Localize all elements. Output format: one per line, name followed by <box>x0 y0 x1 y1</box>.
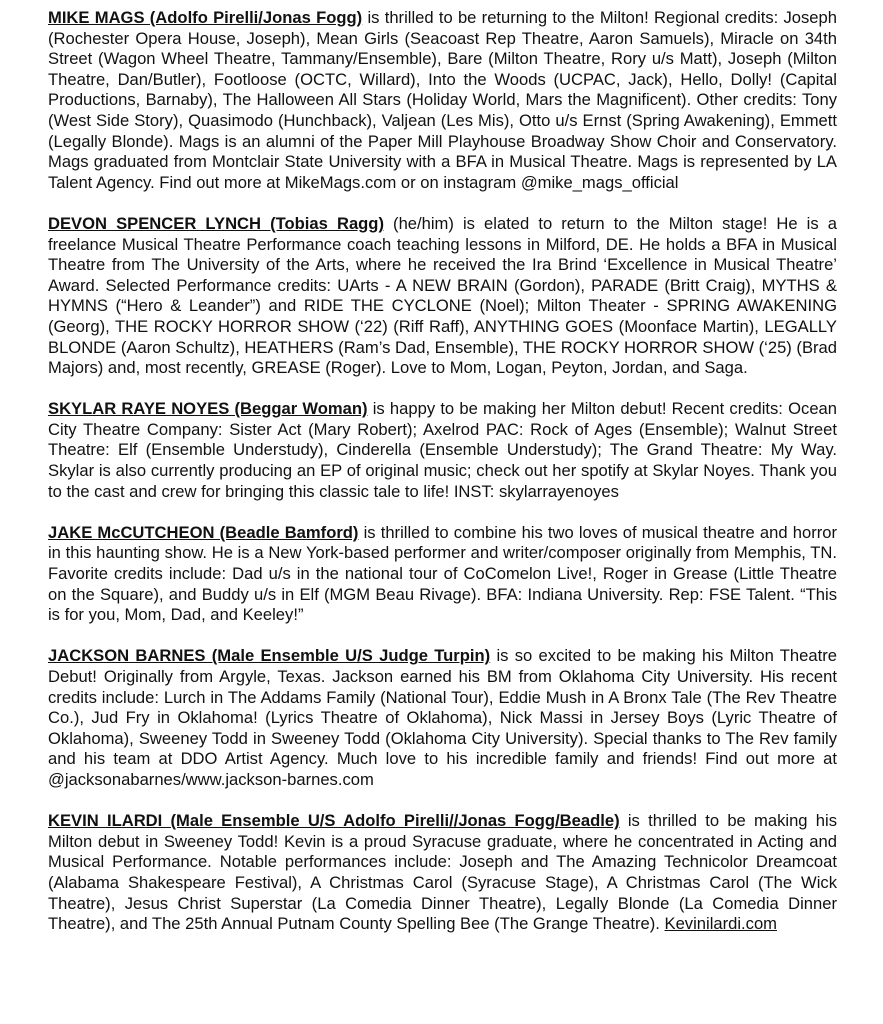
bio-mike-mags <box>48 8 837 193</box>
bio-text: is so excited to be making his Milton Theatre Debut! Originally from Argyle, Texas. Jackson earned his BM from Oklahoma City University. His recent credits include: Lurch in The Addams Family (National Tour), Eddie Mush in A Bronx Tale (The Rev Theatre Co.), Jud Fry in Oklahoma! (Lyrics Theatre of Oklahoma), Nick Massi in Jersey Boys (Lyric Theatre of Oklahoma), Sweeney Todd in Sweeney Todd (Oklahoma City University). Special thanks to The Rev family and his team at DDO Artist Agency. Much love to his incredible family and friends! Find out more at @jacksonabarnes/www.jackson-barnes.com <box>48 646 837 789</box>
bio-text: is thrilled to be returning to the Milton! Regional credits: Joseph (Rochester Opera House, Joseph), Mean Girls (Seacoast Rep Theatre, Aaron Samuels), Miracle on 34th Street (Wagon Wheel Theatre, Tammany/Ensemble), Bare (Milton Theatre, Rory u/s Matt), Joseph (Milton Theatre, Dan/Butler), Footloose (OCTC, Willard), Into the Woods (UCPAC, Jack), Hello, Dolly! (Capital Productions, Barnaby), The Halloween All Stars (Holiday World, Mars the Magnificent). Other credits: Tony (West Side Story), Quasimodo (Hunchback), Valjean (Les Mis), Otto u/s Ernst (Spring Awakening), Emmett (Legally Blonde). Mags is an alumni of the Paper Mill Playhouse Broadway Show Choir and Conservatory. Mags graduated from Montclair State University with a BFA in Musical Theatre. Mags is represented by LA Talent Agency. Find out more at MikeMags.com or on instagram @mike_mags_official <box>48 8 837 192</box>
bio-heading: KEVIN ILARDI (Male Ensemble U/S Adolfo Pirelli//Jonas Fogg/Beadle) <box>48 811 620 831</box>
bio-kevin-ilardi <box>48 811 837 935</box>
bio-jackson-barnes <box>48 646 837 790</box>
bio-jake-mccutcheon <box>48 523 837 626</box>
bio-devon-spencer-lynch <box>48 214 837 379</box>
bio-heading: DEVON SPENCER LYNCH (Tobias Ragg) <box>48 213 384 233</box>
bio-text: is thrilled to be making his Milton debut in Sweeney Todd! Kevin is a proud Syracuse graduate, where he concentrated in Acting and Musical Performance. Notable performances include: Joseph and The Amazing Technicolor Dreamcoat (Alabama Shakespeare Festival), A Christmas Carol (Syracuse Stage), A Christmas Carol (The Wick Theatre), Jesus Christ Superstar (La Comedia Dinner Theatre), Legally Blonde (La Comedia Dinner Theatre), and The 25th Annual Putnam County Spelling Bee (The Grange Theatre). <box>48 811 837 934</box>
bio-heading: MIKE MAGS (Adolfo Pirelli/Jonas Fogg) <box>48 8 363 27</box>
bio-heading: SKYLAR RAYE NOYES (Beggar Woman) <box>48 399 368 419</box>
bio-text: is thrilled to combine his two loves of musical theatre and horror in this haunting show. He is a New York-based performer and writer/composer originally from Memphis, TN. Favorite credits include: Dad u/s in the national tour of CoComelon Live!, Roger in Grease (Little Theatre on the Square), and Buddy u/s in Elf (MGM Beau Rivage). BFA: Indiana University. Rep: FSE Talent. “This is for you, Mom, Dad, and Keeley!” <box>48 522 837 625</box>
bio-heading: JACKSON BARNES (Male Ensemble U/S Judge Turpin) <box>48 646 491 666</box>
bio-text: (he/him) is elated to return to the Milton stage! He is a freelance Musical Theatre Performance coach teaching lessons in Milford, DE. He holds a BFA in Musical Theatre from The University of the Arts, where he received the Ira Brind ‘Excellence in Musical Theatre’ Award. Selected Performance credits: UArts - A NEW BRAIN (Gordon), PARADE (Britt Craig), MYTHS & HYMNS (“Hero & Leander”) and RIDE THE CYCLONE (Noel); Milton Theater - SPRING AWAKENING (Georg), THE ROCKY HORROR SHOW (‘22) (Riff Raff), ANYTHING GOES (Moonface Martin), LEGALLY BLONDE (Aaron Schultz), HEATHERS (Ram’s Dad, Ensemble), THE ROCKY HORROR SHOW (‘25) (Brad Majors) and, most recently, GREASE (Roger). Love to Mom, Logan, Peyton, Jordan, and Saga. <box>48 213 838 378</box>
bio-skylar-raye-noyes <box>48 399 837 502</box>
bios-document <box>48 8 837 935</box>
bio-heading: JAKE McCUTCHEON (Beadle Bamford) <box>48 522 359 542</box>
bio-text: is happy to be making her Milton debut! Recent credits: Ocean City Theatre Company: Sister Act (Mary Robert); Axelrod PAC: Rock of Ages (Ensemble); Walnut Street Theatre: Elf (Ensemble Understudy), Cinderella (Ensemble Understudy); The Grand Theatre: My Way. Skylar is also currently producing an EP of original music; check out her spotify at Skylar Noyes. Thank you to the cast and crew for bringing this classic tale to life! INST: skylarrayenoyes <box>48 399 837 501</box>
website-link[interactable]: Kevinilardi.com <box>664 914 778 934</box>
